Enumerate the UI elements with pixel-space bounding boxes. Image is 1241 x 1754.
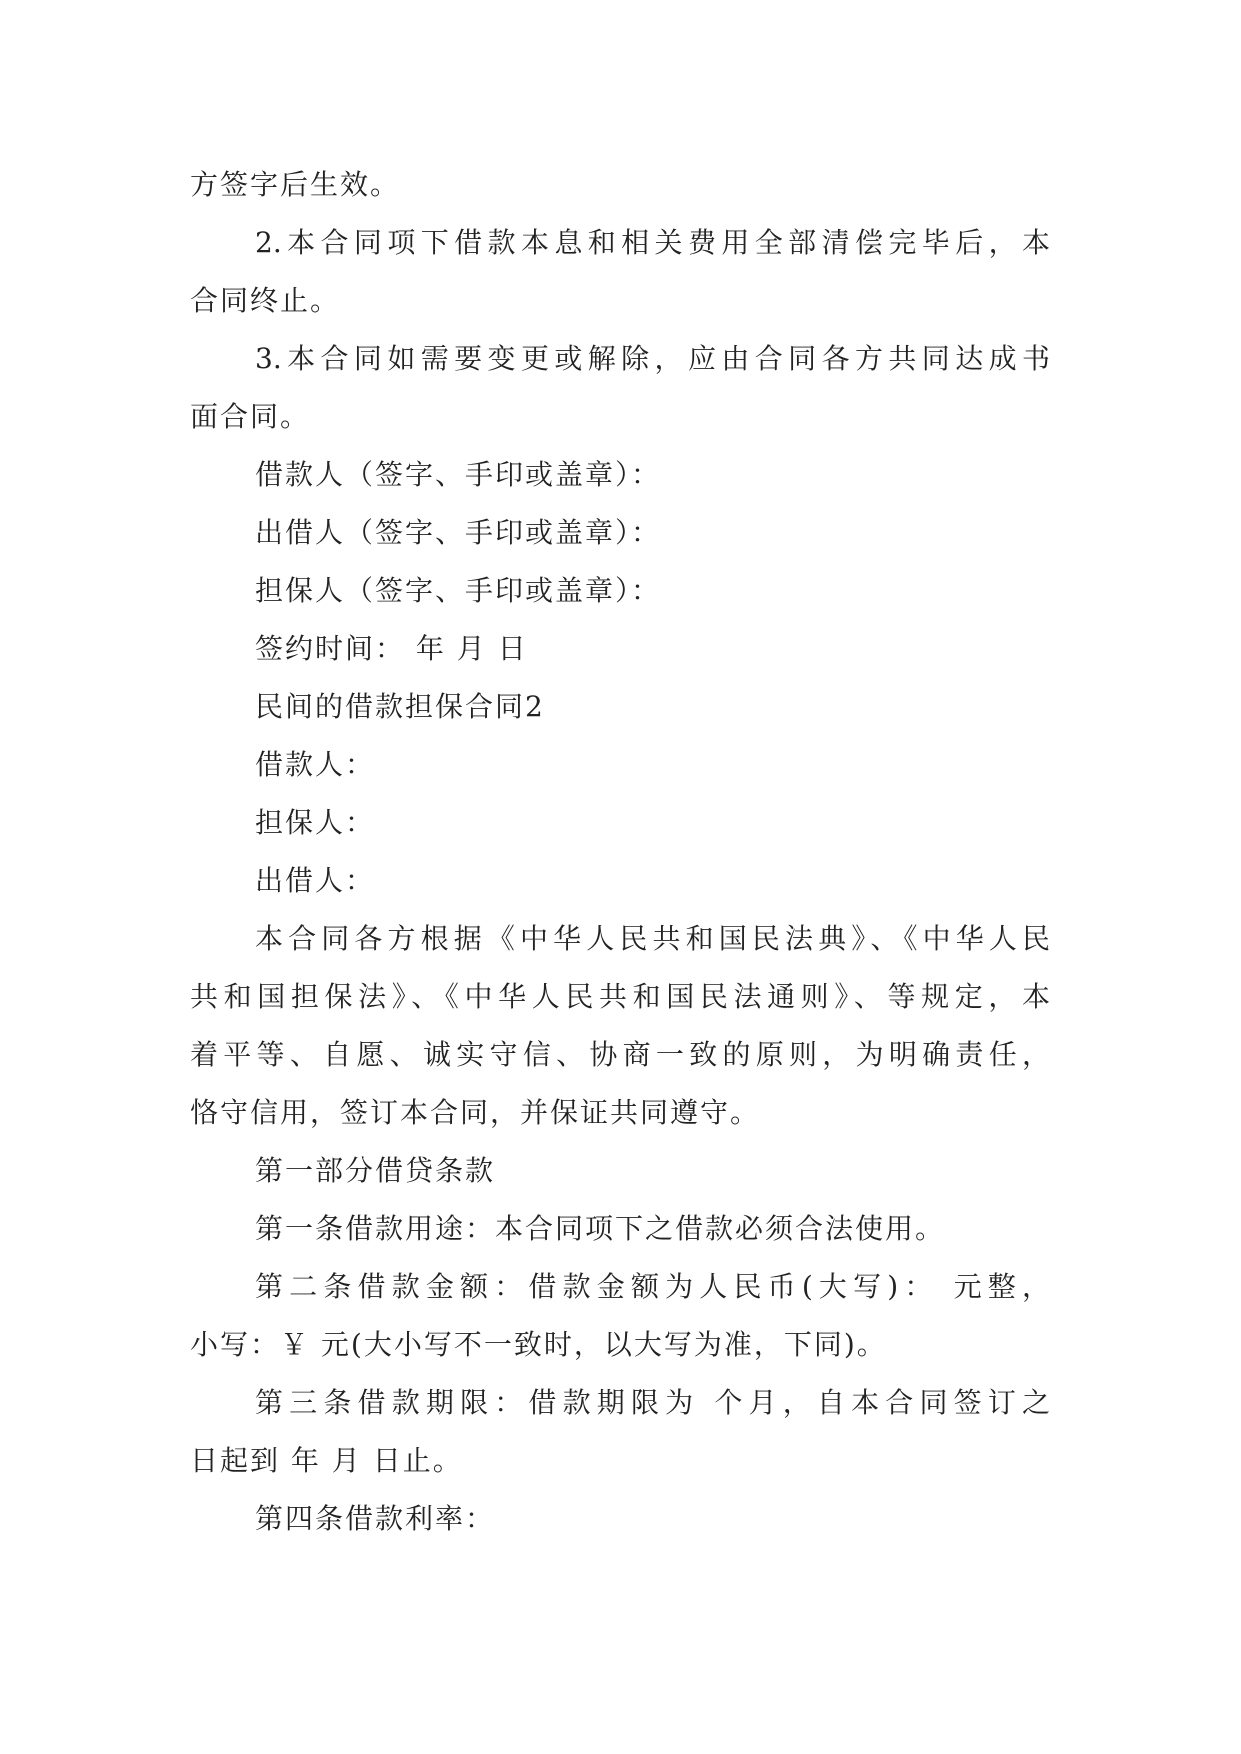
article-4 xyxy=(190,1490,1050,1548)
preamble-paragraph xyxy=(190,910,1050,1142)
article-line: 第三条借款期限：借款期限为 个月，自本合同签订之 xyxy=(255,1386,1050,1419)
preamble-line: 本合同各方根据《中华人民共和国民法典》、《中华人民 xyxy=(255,922,1050,955)
party-guarantor: 担保人： xyxy=(255,806,376,839)
article-2 xyxy=(190,1258,1050,1374)
party-lender: 出借人： xyxy=(255,864,376,897)
article-line: 第四条借款利率： xyxy=(255,1502,496,1535)
article-line: 第二条借款金额：借款金额为人民币(大写)： 元整， xyxy=(255,1270,1050,1303)
party-borrower: 借款人： xyxy=(255,748,376,781)
term-clause-line: 3.本合同如需要变更或解除，应由合同各方共同达成书 xyxy=(255,342,1050,375)
signature-block xyxy=(190,446,1050,678)
previous-clause-tail: 方签字后生效。 xyxy=(190,168,401,201)
term-clause-line: 合同终止。 xyxy=(190,284,341,317)
part-heading: 第一部分借贷条款 xyxy=(255,1154,496,1187)
article-line: 日起到 年 月 日止。 xyxy=(190,1444,463,1477)
preamble-line: 着平等、自愿、诚实守信、协商一致的原则，为明确责任， xyxy=(190,1038,1050,1071)
article-line: 第一条借款用途：本合同项下之借款必须合法使用。 xyxy=(255,1212,946,1245)
signature-line-lender: 出借人（签字、手印或盖章）： xyxy=(255,516,662,549)
signature-line-guarantor: 担保人（签字、手印或盖章）： xyxy=(255,574,662,607)
term-clause-line: 面合同。 xyxy=(190,400,311,433)
contract-title: 民间的借款担保合同2 xyxy=(255,690,545,723)
article-line: 小写：￥ 元(大小写不一致时，以大写为准，下同)。 xyxy=(190,1328,887,1361)
term-clause-2 xyxy=(190,214,1050,330)
signing-date-line: 签约时间： 年 月 日 xyxy=(255,632,528,665)
party-list xyxy=(190,736,1050,910)
term-clause-3 xyxy=(190,330,1050,446)
document-body xyxy=(190,156,1050,1548)
preamble-line: 恪守信用，签订本合同，并保证共同遵守。 xyxy=(190,1096,761,1129)
term-clause-line: 2.本合同项下借款本息和相关费用全部清偿完毕后，本 xyxy=(255,226,1050,259)
article-1 xyxy=(190,1200,1050,1258)
article-3 xyxy=(190,1374,1050,1490)
preamble-line: 共和国担保法》、《中华人民共和国民法通则》、等规定，本 xyxy=(190,980,1050,1013)
signature-line-borrower: 借款人（签字、手印或盖章）： xyxy=(255,458,662,491)
